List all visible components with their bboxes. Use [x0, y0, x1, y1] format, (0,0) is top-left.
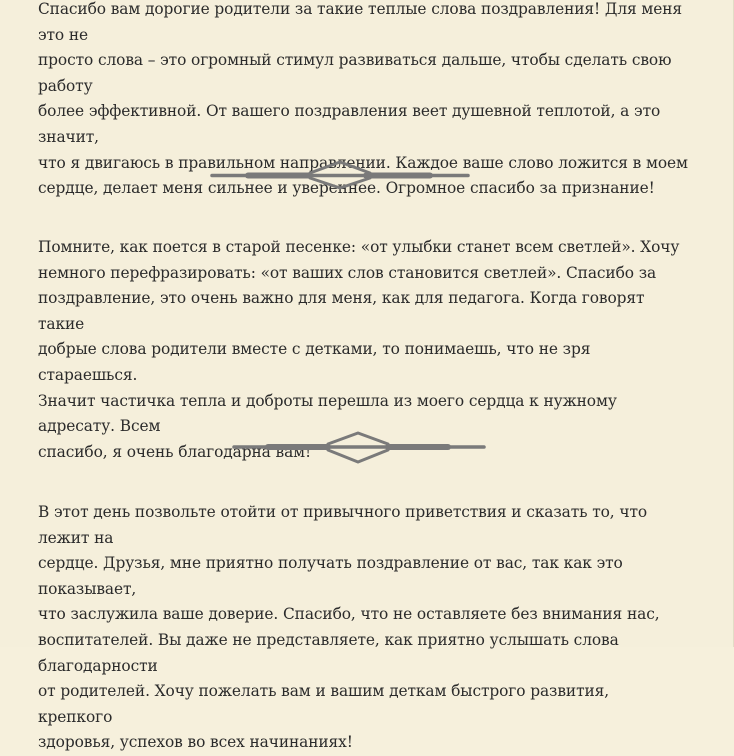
divider-ornament-2	[228, 431, 490, 461]
paragraph-thanks-parents: Спасибо вам дорогие родители за такие теплые слова поздравления! Для меня это не просто слова – это огромный стимул развиваться дальше, чтобы сделать свою работу более эффективной. От вашего поздравления веет душевной теплотой, а это значит, что я двигаюсь в правильном направлении. Каждое ваше слово ложится в моем сердце, делает меня сильнее и увереннее. Огромное спасибо за признание!	[38, 0, 688, 198]
diamond-line-ornament-icon	[228, 431, 490, 465]
divider-ornament-1	[206, 160, 472, 190]
paragraph-song-quote: Помните, как поется в старой песенке: «от улыбки станет всем светлей». Хочу немного перефразировать: «от ваших слов становится светлей». Спасибо за поздравление, это очень важно для меня, как для педагога. Когда говорят такие добрые слова родители вместе с детками, то понимаешь, что не зря стараешься. Значит частичка тепла и доброты перешла из моего сердца к нужному адресату. Всем спасибо, я очень благодарна вам!	[38, 238, 680, 461]
diamond-line-ornament-icon	[206, 160, 472, 190]
paragraph-heart-words: В этот день позвольте отойти от привычного приветствия и сказать то, что лежит на сердце. Друзья, мне приятно получать поздравление от вас, так как это показывает, что заслужила ваше доверие. Спасибо, что не оставляете без внимания нас, воспитателей. Вы даже не представляете, как приятно услышать слова благодарности от родителей. Хочу пожелать вам и вашим деткам быстрого развития, крепкого здоровья, успехов во всех начинаниях!	[38, 503, 660, 752]
